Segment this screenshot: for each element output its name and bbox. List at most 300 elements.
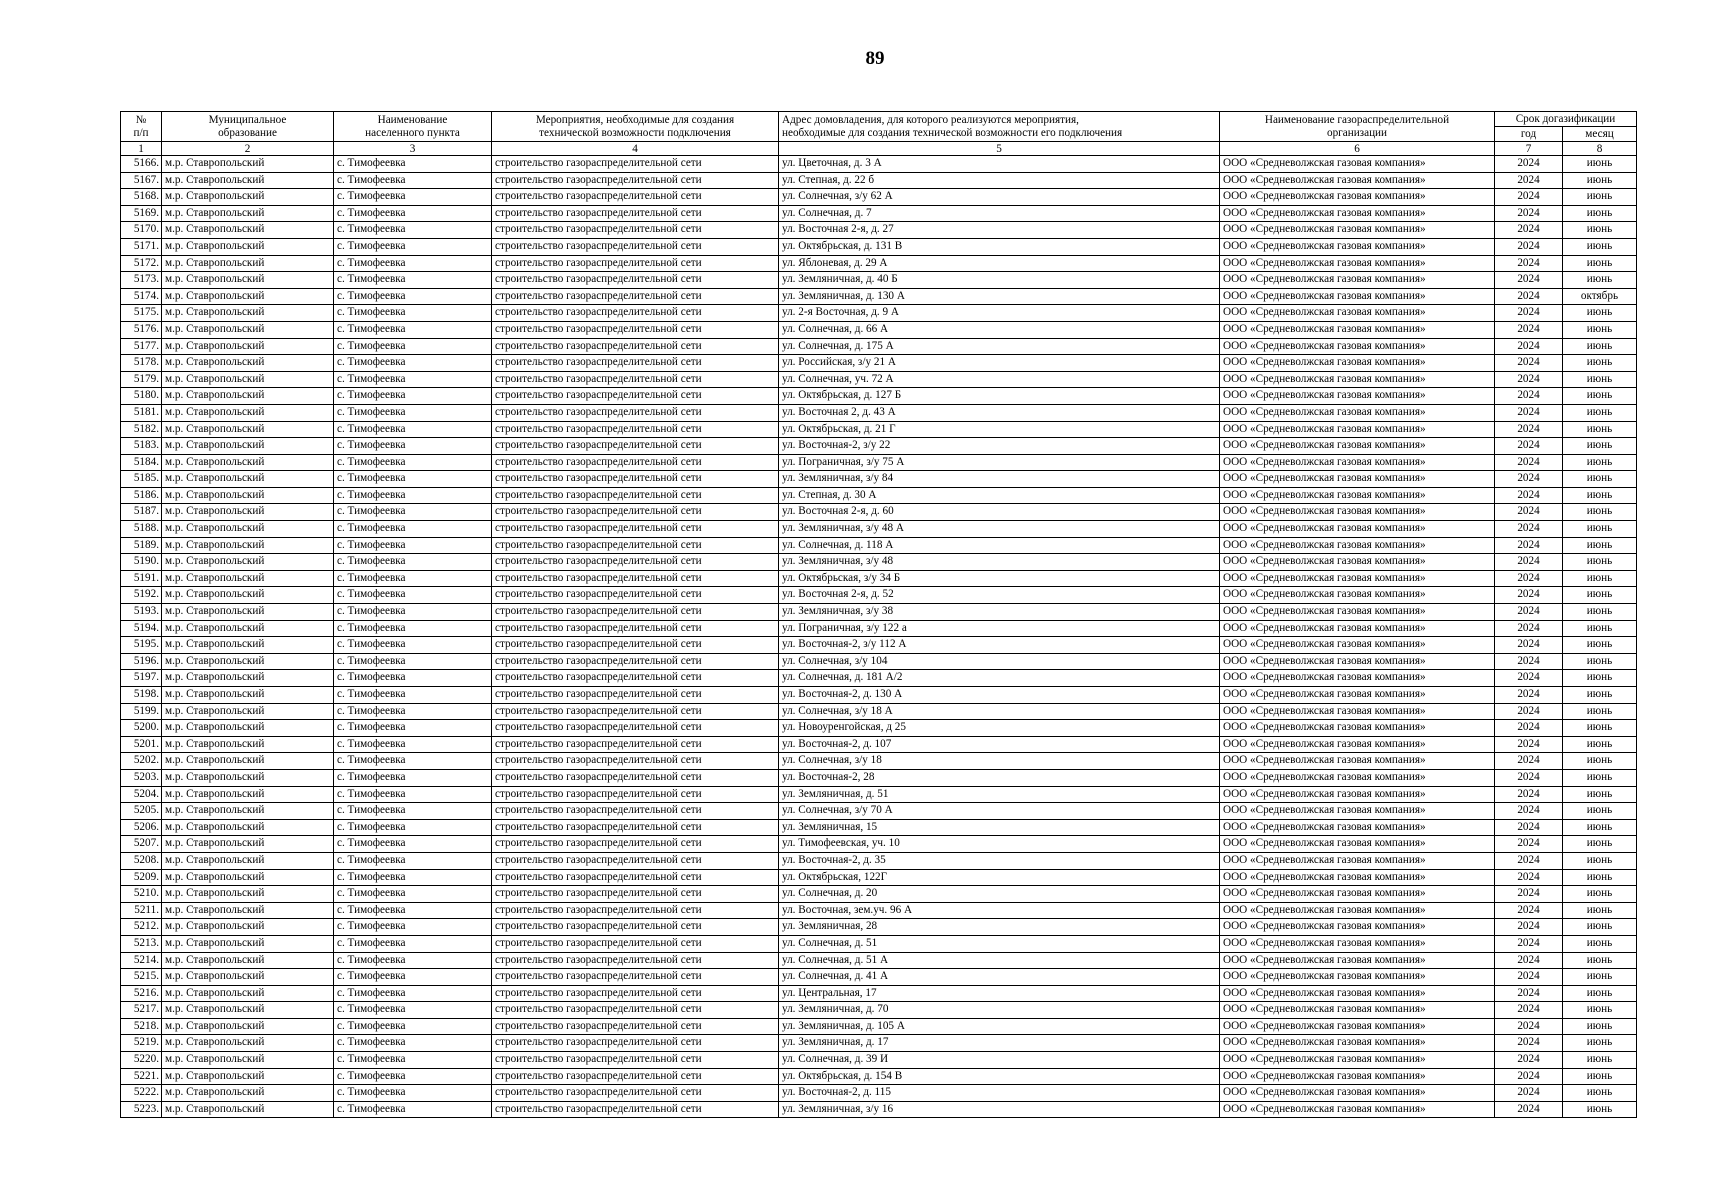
municipality-cell: м.р. Ставропольский [162,388,334,405]
settlement-cell: с. Тимофеевка [334,205,492,222]
address-cell: ул. Солнечная, д. 51 [779,935,1220,952]
address-cell: ул. Восточная 2-я, д. 52 [779,587,1220,604]
month-cell: июнь [1563,222,1637,239]
municipality-cell: м.р. Ставропольский [162,869,334,886]
year-cell: 2024 [1495,288,1563,305]
address-cell: ул. Солнечная, д. 20 [779,886,1220,903]
measure-cell: строительство газораспределительной сети [492,604,779,621]
settlement-cell: с. Тимофеевка [334,222,492,239]
table-row [121,769,1637,786]
address-cell: ул. Земляничная, д. 70 [779,1002,1220,1019]
row-number-cell: 5208. [121,852,162,869]
organization-cell: ООО «Средневолжская газовая компания» [1220,156,1495,173]
address-cell: ул. Солнечная, д. 51 А [779,952,1220,969]
month-cell: июнь [1563,969,1637,986]
settlement-cell: с. Тимофеевка [334,189,492,206]
table-row [121,687,1637,704]
organization-cell: ООО «Средневолжская газовая компания» [1220,852,1495,869]
measure-cell: строительство газораспределительной сети [492,985,779,1002]
row-number-cell: 5171. [121,238,162,255]
month-cell: июнь [1563,421,1637,438]
table-row [121,205,1637,222]
address-cell: ул. Яблоневая, д. 29 А [779,255,1220,272]
table-body [121,156,1637,1118]
table-row [121,1101,1637,1118]
organization-cell: ООО «Средневолжская газовая компания» [1220,886,1495,903]
row-number-cell: 5174. [121,288,162,305]
row-number-cell: 5180. [121,388,162,405]
measure-cell: строительство газораспределительной сети [492,969,779,986]
municipality-cell: м.р. Ставропольский [162,272,334,289]
measure-cell: строительство газораспределительной сети [492,653,779,670]
month-cell: июнь [1563,1052,1637,1069]
year-cell: 2024 [1495,537,1563,554]
month-cell: июнь [1563,238,1637,255]
organization-cell: ООО «Средневолжская газовая компания» [1220,255,1495,272]
measure-cell: строительство газораспределительной сети [492,238,779,255]
table-row [121,537,1637,554]
address-cell: ул. Солнечная, д. 7 [779,205,1220,222]
address-cell: ул. Восточная 2-я, д. 27 [779,222,1220,239]
municipality-cell: м.р. Ставропольский [162,819,334,836]
row-number-cell: 5187. [121,504,162,521]
settlement-cell: с. Тимофеевка [334,919,492,936]
month-cell: июнь [1563,952,1637,969]
municipality-cell: м.р. Ставропольский [162,189,334,206]
table-row [121,786,1637,803]
year-cell: 2024 [1495,869,1563,886]
settlement-cell: с. Тимофеевка [334,852,492,869]
organization-cell: ООО «Средневолжская газовая компания» [1220,355,1495,372]
table-row [121,952,1637,969]
row-number-cell: 5223. [121,1101,162,1118]
row-number-cell: 5190. [121,554,162,571]
row-number-cell: 5170. [121,222,162,239]
settlement-cell: с. Тимофеевка [334,338,492,355]
table-row [121,156,1637,173]
month-cell: июнь [1563,587,1637,604]
address-cell: ул. Земляничная, 28 [779,919,1220,936]
settlement-cell: с. Тимофеевка [334,454,492,471]
year-cell: 2024 [1495,653,1563,670]
measure-cell: строительство газораспределительной сети [492,736,779,753]
municipality-cell: м.р. Ставропольский [162,852,334,869]
measure-cell: строительство газораспределительной сети [492,869,779,886]
year-cell: 2024 [1495,272,1563,289]
table-row [121,1068,1637,1085]
address-cell: ул. Солнечная, д. 39 И [779,1052,1220,1069]
municipality-cell: м.р. Ставропольский [162,720,334,737]
row-number-cell: 5191. [121,570,162,587]
organization-cell: ООО «Средневолжская газовая компания» [1220,288,1495,305]
municipality-cell: м.р. Ставропольский [162,769,334,786]
table-row [121,720,1637,737]
settlement-cell: с. Тимофеевка [334,604,492,621]
organization-cell: ООО «Средневолжская газовая компания» [1220,670,1495,687]
year-cell: 2024 [1495,587,1563,604]
municipality-cell: м.р. Ставропольский [162,471,334,488]
municipality-cell: м.р. Ставропольский [162,238,334,255]
settlement-cell: с. Тимофеевка [334,703,492,720]
row-number-cell: 5213. [121,935,162,952]
address-cell: ул. Степная, д. 30 А [779,487,1220,504]
column-number: 6 [1220,142,1495,156]
month-cell: июнь [1563,272,1637,289]
header-num: № п/п [121,112,162,142]
settlement-cell: с. Тимофеевка [334,720,492,737]
address-cell: ул. 2-я Восточная, д. 9 А [779,305,1220,322]
row-number-cell: 5188. [121,521,162,538]
settlement-cell: с. Тимофеевка [334,886,492,903]
row-number-cell: 5202. [121,753,162,770]
settlement-cell: с. Тимофеевка [334,371,492,388]
settlement-cell: с. Тимофеевка [334,587,492,604]
month-cell: июнь [1563,1085,1637,1102]
address-cell: ул. Земляничная, д. 17 [779,1035,1220,1052]
settlement-cell: с. Тимофеевка [334,156,492,173]
year-cell: 2024 [1495,687,1563,704]
address-cell: ул. Пограничная, з/у 75 А [779,454,1220,471]
row-number-cell: 5194. [121,620,162,637]
month-cell: июнь [1563,355,1637,372]
year-cell: 2024 [1495,604,1563,621]
address-cell: ул. Солнечная, з/у 18 А [779,703,1220,720]
municipality-cell: м.р. Ставропольский [162,1052,334,1069]
settlement-cell: с. Тимофеевка [334,305,492,322]
measure-cell: строительство газораспределительной сети [492,836,779,853]
header-municipality: Муниципальное образование [162,112,334,142]
row-number-cell: 5172. [121,255,162,272]
year-cell: 2024 [1495,1085,1563,1102]
settlement-cell: с. Тимофеевка [334,1052,492,1069]
year-cell: 2024 [1495,504,1563,521]
month-cell: июнь [1563,687,1637,704]
year-cell: 2024 [1495,1002,1563,1019]
municipality-cell: м.р. Ставропольский [162,919,334,936]
settlement-cell: с. Тимофеевка [334,869,492,886]
measure-cell: строительство газораспределительной сети [492,753,779,770]
month-cell: июнь [1563,1018,1637,1035]
municipality-cell: м.р. Ставропольский [162,736,334,753]
settlement-cell: с. Тимофеевка [334,736,492,753]
measure-cell: строительство газораспределительной сети [492,355,779,372]
organization-cell: ООО «Средневолжская газовая компания» [1220,454,1495,471]
address-cell: ул. Солнечная, з/у 18 [779,753,1220,770]
year-cell: 2024 [1495,554,1563,571]
table-row [121,670,1637,687]
address-cell: ул. Земляничная, д. 105 А [779,1018,1220,1035]
settlement-cell: с. Тимофеевка [334,1002,492,1019]
table-row [121,803,1637,820]
settlement-cell: с. Тимофеевка [334,321,492,338]
settlement-cell: с. Тимофеевка [334,1101,492,1118]
row-number-cell: 5167. [121,172,162,189]
measure-cell: строительство газораспределительной сети [492,935,779,952]
organization-cell: ООО «Средневолжская газовая компания» [1220,205,1495,222]
settlement-cell: с. Тимофеевка [334,355,492,372]
municipality-cell: м.р. Ставропольский [162,637,334,654]
address-cell: ул. Земляничная, д. 51 [779,786,1220,803]
address-cell: ул. Солнечная, д. 41 А [779,969,1220,986]
organization-cell: ООО «Средневолжская газовая компания» [1220,570,1495,587]
month-cell: июнь [1563,819,1637,836]
organization-cell: ООО «Средневолжская газовая компания» [1220,952,1495,969]
table-row [121,985,1637,1002]
table-row [121,338,1637,355]
row-number-cell: 5205. [121,803,162,820]
measure-cell: строительство газораспределительной сети [492,703,779,720]
organization-cell: ООО «Средневолжская газовая компания» [1220,803,1495,820]
municipality-cell: м.р. Ставропольский [162,753,334,770]
year-cell: 2024 [1495,736,1563,753]
organization-cell: ООО «Средневолжская газовая компания» [1220,238,1495,255]
month-cell: июнь [1563,935,1637,952]
row-number-cell: 5184. [121,454,162,471]
year-cell: 2024 [1495,836,1563,853]
settlement-cell: с. Тимофеевка [334,620,492,637]
month-cell: июнь [1563,720,1637,737]
table-row [121,438,1637,455]
measure-cell: строительство газораспределительной сети [492,1002,779,1019]
municipality-cell: м.р. Ставропольский [162,156,334,173]
address-cell: ул. Солнечная, д. 181 А/2 [779,670,1220,687]
organization-cell: ООО «Средневолжская газовая компания» [1220,487,1495,504]
year-cell: 2024 [1495,786,1563,803]
measure-cell: строительство газораспределительной сети [492,886,779,903]
measure-cell: строительство газораспределительной сети [492,852,779,869]
measure-cell: строительство газораспределительной сети [492,1085,779,1102]
table-row [121,189,1637,206]
organization-cell: ООО «Средневолжская газовая компания» [1220,554,1495,571]
table-row [121,421,1637,438]
table-row [121,172,1637,189]
address-cell: ул. Тимофеевская, уч. 10 [779,836,1220,853]
month-cell: июнь [1563,803,1637,820]
organization-cell: ООО «Средневолжская газовая компания» [1220,321,1495,338]
month-cell: июнь [1563,653,1637,670]
row-number-cell: 5176. [121,321,162,338]
row-number-cell: 5204. [121,786,162,803]
measure-cell: строительство газораспределительной сети [492,321,779,338]
year-cell: 2024 [1495,720,1563,737]
settlement-cell: с. Тимофеевка [334,487,492,504]
organization-cell: ООО «Средневолжская газовая компания» [1220,819,1495,836]
row-number-cell: 5216. [121,985,162,1002]
address-cell: ул. Октябрьская, д. 154 В [779,1068,1220,1085]
organization-cell: ООО «Средневолжская газовая компания» [1220,653,1495,670]
month-cell: июнь [1563,919,1637,936]
organization-cell: ООО «Средневолжская газовая компания» [1220,172,1495,189]
organization-cell: ООО «Средневолжская газовая компания» [1220,587,1495,604]
row-number-cell: 5183. [121,438,162,455]
row-number-cell: 5220. [121,1052,162,1069]
month-cell: июнь [1563,1101,1637,1118]
measure-cell: строительство газораспределительной сети [492,371,779,388]
organization-cell: ООО «Средневолжская газовая компания» [1220,404,1495,421]
table-row [121,969,1637,986]
settlement-cell: с. Тимофеевка [334,388,492,405]
measure-cell: строительство газораспределительной сети [492,670,779,687]
measure-cell: строительство газораспределительной сети [492,504,779,521]
organization-cell: ООО «Средневолжская газовая компания» [1220,189,1495,206]
measure-cell: строительство газораспределительной сети [492,172,779,189]
address-cell: ул. Октябрьская, д. 127 Б [779,388,1220,405]
row-number-cell: 5166. [121,156,162,173]
address-cell: ул. Земляничная, д. 130 А [779,288,1220,305]
measure-cell: строительство газораспределительной сети [492,720,779,737]
measure-cell: строительство газораспределительной сети [492,1068,779,1085]
organization-cell: ООО «Средневолжская газовая компания» [1220,471,1495,488]
row-number-cell: 5178. [121,355,162,372]
address-cell: ул. Октябрьская, з/у 34 Б [779,570,1220,587]
organization-cell: ООО «Средневолжская газовая компания» [1220,421,1495,438]
address-cell: ул. Октябрьская, д. 21 Г [779,421,1220,438]
address-cell: ул. Солнечная, з/у 104 [779,653,1220,670]
measure-cell: строительство газораспределительной сети [492,404,779,421]
row-number-cell: 5209. [121,869,162,886]
organization-cell: ООО «Средневолжская газовая компания» [1220,305,1495,322]
year-cell: 2024 [1495,1035,1563,1052]
measure-cell: строительство газораспределительной сети [492,421,779,438]
month-cell: июнь [1563,703,1637,720]
month-cell: июнь [1563,620,1637,637]
address-cell: ул. Восточная-2, д. 130 А [779,687,1220,704]
address-cell: ул. Степная, д. 22 б [779,172,1220,189]
address-cell: ул. Восточная 2-я, д. 60 [779,504,1220,521]
address-cell: ул. Солнечная, з/у 70 А [779,803,1220,820]
organization-cell: ООО «Средневолжская газовая компания» [1220,338,1495,355]
year-cell: 2024 [1495,255,1563,272]
month-cell: июнь [1563,371,1637,388]
month-cell: июнь [1563,852,1637,869]
address-cell: ул. Земляничная, з/у 84 [779,471,1220,488]
address-cell: ул. Пограничная, з/у 122 а [779,620,1220,637]
organization-cell: ООО «Средневолжская газовая компания» [1220,969,1495,986]
address-cell: ул. Восточная-2, д. 107 [779,736,1220,753]
year-cell: 2024 [1495,222,1563,239]
year-cell: 2024 [1495,371,1563,388]
measure-cell: строительство газораспределительной сети [492,803,779,820]
table-row [121,935,1637,952]
measure-cell: строительство газораспределительной сети [492,156,779,173]
month-cell: июнь [1563,321,1637,338]
row-number-cell: 5217. [121,1002,162,1019]
row-number-cell: 5206. [121,819,162,836]
municipality-cell: м.р. Ставропольский [162,969,334,986]
row-number-cell: 5168. [121,189,162,206]
settlement-cell: с. Тимофеевка [334,255,492,272]
table-row [121,1052,1637,1069]
municipality-cell: м.р. Ставропольский [162,1085,334,1102]
table-row [121,272,1637,289]
address-cell: ул. Восточная-2, з/у 22 [779,438,1220,455]
column-number: 2 [162,142,334,156]
gasification-table [120,111,1637,1118]
municipality-cell: м.р. Ставропольский [162,604,334,621]
organization-cell: ООО «Средневолжская газовая компания» [1220,1018,1495,1035]
municipality-cell: м.р. Ставропольский [162,1035,334,1052]
organization-cell: ООО «Средневолжская газовая компания» [1220,272,1495,289]
row-number-cell: 5210. [121,886,162,903]
row-number-cell: 5218. [121,1018,162,1035]
measure-cell: строительство газораспределительной сети [492,288,779,305]
month-cell: июнь [1563,156,1637,173]
table-row [121,587,1637,604]
table-row [121,222,1637,239]
address-cell: ул. Солнечная, з/у 62 А [779,189,1220,206]
measure-cell: строительство газораспределительной сети [492,819,779,836]
year-cell: 2024 [1495,803,1563,820]
organization-cell: ООО «Средневолжская газовая компания» [1220,985,1495,1002]
settlement-cell: с. Тимофеевка [334,687,492,704]
organization-cell: ООО «Средневолжская газовая компания» [1220,604,1495,621]
row-number-cell: 5193. [121,604,162,621]
organization-cell: ООО «Средневолжская газовая компания» [1220,1101,1495,1118]
organization-cell: ООО «Средневолжская газовая компания» [1220,687,1495,704]
year-cell: 2024 [1495,852,1563,869]
year-cell: 2024 [1495,355,1563,372]
settlement-cell: с. Тимофеевка [334,935,492,952]
address-cell: ул. Земляничная, з/у 38 [779,604,1220,621]
measure-cell: строительство газораспределительной сети [492,537,779,554]
municipality-cell: м.р. Ставропольский [162,355,334,372]
organization-cell: ООО «Средневолжская газовая компания» [1220,1085,1495,1102]
month-cell: июнь [1563,637,1637,654]
month-cell: июнь [1563,1002,1637,1019]
row-number-cell: 5169. [121,205,162,222]
settlement-cell: с. Тимофеевка [334,952,492,969]
year-cell: 2024 [1495,1101,1563,1118]
row-number-cell: 5195. [121,637,162,654]
organization-cell: ООО «Средневолжская газовая компания» [1220,1002,1495,1019]
table-row [121,288,1637,305]
measure-cell: строительство газораспределительной сети [492,487,779,504]
table-row [121,305,1637,322]
organization-cell: ООО «Средневолжская газовая компания» [1220,222,1495,239]
settlement-cell: с. Тимофеевка [334,1035,492,1052]
settlement-cell: с. Тимофеевка [334,404,492,421]
table-row [121,255,1637,272]
address-cell: ул. Земляничная, з/у 16 [779,1101,1220,1118]
measure-cell: строительство газораспределительной сети [492,570,779,587]
month-cell: июнь [1563,189,1637,206]
row-number-cell: 5179. [121,371,162,388]
month-cell: июнь [1563,1068,1637,1085]
address-cell: ул. Центральная, 17 [779,985,1220,1002]
table-row [121,554,1637,571]
column-number: 1 [121,142,162,156]
municipality-cell: м.р. Ставропольский [162,222,334,239]
measure-cell: строительство газораспределительной сети [492,189,779,206]
year-cell: 2024 [1495,338,1563,355]
measure-cell: строительство газораспределительной сети [492,272,779,289]
row-number-cell: 5201. [121,736,162,753]
municipality-cell: м.р. Ставропольский [162,205,334,222]
address-cell: ул. Октябрьская, д. 131 В [779,238,1220,255]
month-cell: июнь [1563,305,1637,322]
year-cell: 2024 [1495,620,1563,637]
measure-cell: строительство газораспределительной сети [492,769,779,786]
row-number-cell: 5196. [121,653,162,670]
month-cell: июнь [1563,255,1637,272]
row-number-cell: 5185. [121,471,162,488]
month-cell: июнь [1563,205,1637,222]
year-cell: 2024 [1495,238,1563,255]
organization-cell: ООО «Средневолжская газовая компания» [1220,1052,1495,1069]
organization-cell: ООО «Средневолжская газовая компания» [1220,919,1495,936]
row-number-cell: 5181. [121,404,162,421]
table-row [121,736,1637,753]
